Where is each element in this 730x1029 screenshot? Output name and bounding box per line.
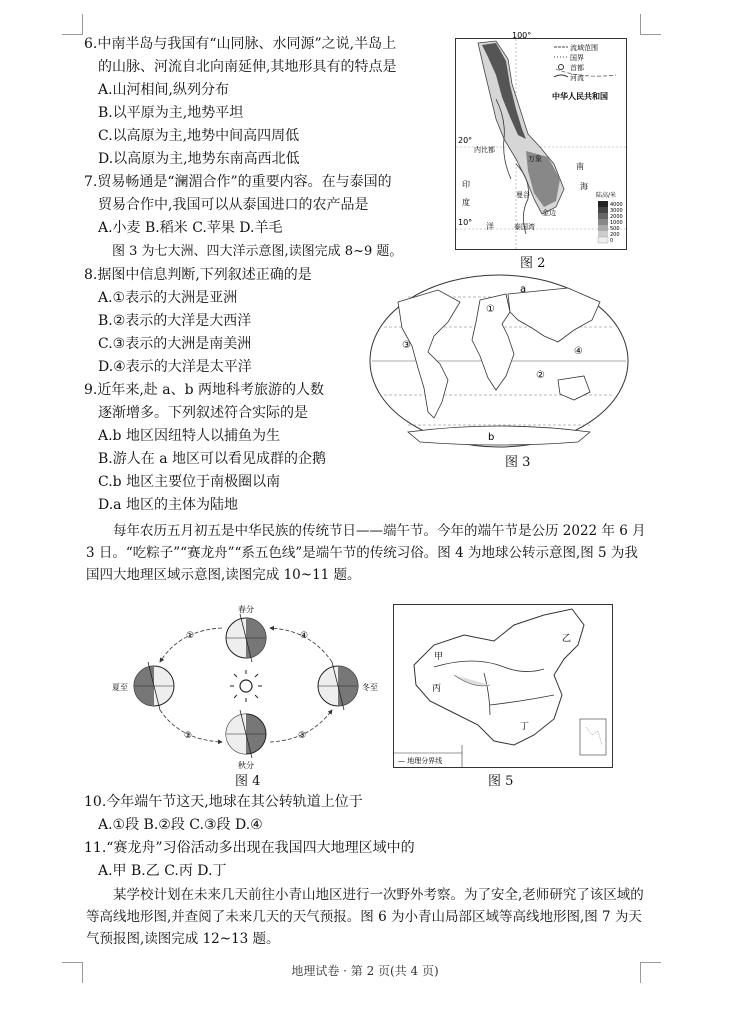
fig2-lat20-label: 20° [458,136,473,145]
q8-option-b: B.②表示的大洋是大西洋 [98,313,252,329]
fig4-segment-1: ① [186,631,195,641]
fig4-label-autumn: 秋分 [238,761,254,770]
q6-option-c: C.以高原为主,地势中间高四周低 [98,128,300,144]
q6-stem-line1: 6.中南半岛与我国有“山同脉、水同源”之说,半岛上 [84,36,397,52]
fig2-place-gulf: 泰国湾 [514,223,535,231]
fig2-legend-capital: 首都 [570,64,584,72]
crop-mark [62,14,83,35]
fig4-segment-4: ④ [300,631,309,641]
q11-stem: 11.“赛龙舟”习俗活动多出现在我国四大地理区域中的 [84,840,415,856]
fig3-label-b: b [488,432,495,443]
fig2-meridian-label: 100° [512,31,532,40]
fig4-label-spring: 春分 [238,605,254,614]
fig2-elev-3000: 3000 [610,208,623,214]
fig2-sea-char2: 海 [580,182,588,191]
figure-4-orbit [110,602,382,772]
fig3-label-1: ① [486,304,495,315]
fig2-elev-2000: 2000 [610,214,623,220]
figure-2-svg [456,31,626,249]
fig4-segment-3: ③ [298,731,307,741]
figure-5-caption: 图 5 [488,774,514,789]
fig3-label-a: a [520,284,527,295]
fig2-ocean-char3: 洋 [486,222,494,231]
fig3-label-3: ③ [402,340,411,351]
sun-icon [240,680,252,692]
fig4-label-summer: 夏至 [112,683,128,692]
figure-4-svg [110,602,382,772]
q10-stem: 10.今年端午节这天,地球在其公转轨道上位于 [84,794,363,810]
q6-option-a: A.山河相间,纵列分布 [98,82,230,98]
figure-5-map [393,604,613,768]
fig4-label-winter: 冬至 [362,683,378,692]
q8-option-c: C.③表示的大洲是南美洲 [98,336,252,352]
figure-3-map [368,272,630,450]
capital-icon [559,65,564,70]
q6-option-d: D.以高原为主,地势东南高西北低 [98,151,300,167]
fig2-elev-200: 200 [610,232,620,238]
figure-4-caption: 图 4 [235,774,261,789]
fig5-region-yi: 乙 [562,634,572,644]
q9-option-c: C.b 地区主要位于南极圈以南 [98,474,281,490]
fig3-label-4: ④ [574,346,583,357]
q7-stem-line2: 贸易合作中,我国可以从泰国进口的农产品是 [98,197,369,213]
fig2-elev-title: 陆高/米 [596,192,617,199]
fig4-segment-2: ② [184,731,193,741]
figure-2-map [455,31,627,250]
passage-q10-11: 每年农历五月初五是中华民族的传统节日——端午节。今年的端午节是公历 2022 年 6 月 3 日。“吃粽子”“赛龙舟”“系五色线”是端午节的传统习俗。图 4 为地球公转示意图,图 5 为我国四大地理区域示意图,读图完成 10~11 题。 [86,523,646,583]
q10-options: A.①段 B.②段 C.③段 D.④ [98,817,263,833]
q9-stem-line2: 逐渐增多。下列叙述符合实际的是 [98,405,308,421]
fig2-elev-1000: 1000 [610,220,623,226]
q7-stem-line1: 7.贸易畅通是“澜湄合作”的重要内容。在与泰国的 [84,174,392,190]
figure-5-svg [394,605,612,767]
fig5-region-ding: 丁 [520,722,530,732]
fig5-region-jia: 甲 [434,652,444,662]
fig3-label-2: ② [536,370,545,381]
q9-option-b: B.游人在 a 地区可以看见成群的企鹅 [98,451,326,467]
globe-spring [226,614,266,662]
fig2-legend-river: 河流 [570,74,584,82]
fig2-ocean-char2: 度 [462,198,470,207]
fig2-elev-4000: 4000 [610,202,623,208]
q9-option-a: A.b 地区因纽特人以捕鱼为生 [98,428,280,444]
fig2-elev-0: 0 [610,238,614,244]
fig2-place-phnompenh: 金边 [542,209,556,217]
crop-mark [640,14,661,35]
q9-option-d: D.a 地区的主体为陆地 [98,497,238,513]
fig2-place-vientiane: 万象 [528,155,542,163]
figure-3-svg [368,272,630,450]
q6-stem-line2: 的山脉、河流自北向南延伸,其地形具有的特点是 [98,59,397,75]
globe-summer [134,662,174,710]
fig5-legend: — 地理分界线 [398,757,443,765]
globe-winter [318,662,358,710]
intro-q8-9: 图 3 为七大洲、四大洋示意图,读图完成 8~9 题。 [112,244,403,259]
q8-stem: 8.据图中信息判断,下列叙述正确的是 [84,267,312,283]
q8-option-d: D.④表示的大洋是太平洋 [98,359,252,375]
q7-options: A.小麦 B.稻米 C.苹果 D.羊毛 [98,220,283,236]
fig2-ocean-char1: 印 [462,180,470,189]
passage-q12-13: 某学校计划在未来几天前往小青山地区进行一次野外考察。为了安全,老师研究了该区域的等高线地形图,并查阅了未来几天的天气预报。图 6 为小青山局部区域等高线地形图,图 7 为天气预报图,读图完成 12~13 题。 [86,887,644,947]
page-footer: 地理试卷 · 第 2 页(共 4 页) [291,964,439,978]
fig5-region-bing: 丙 [432,684,442,694]
figure-3-caption: 图 3 [505,455,531,470]
fig2-elev-500: 500 [610,226,620,232]
globe-autumn [226,710,266,758]
fig2-sea-char1: 南 [576,162,584,171]
figure-2-caption: 图 2 [520,256,546,271]
fig2-place-bangkok: 曼谷 [516,191,530,199]
q6-option-b: B.以平原为主,地势平坦 [98,105,244,121]
fig2-country-label: 中华人民共和国 [552,92,608,101]
q11-options: A.甲 B.乙 C.丙 D.丁 [98,863,227,879]
fig2-legend-border: 国界 [570,54,584,62]
q9-stem-line1: 9.近年来,赴 a、b 两地科考旅游的人数 [84,382,325,398]
q8-option-a: A.①表示的大洲是亚洲 [98,290,238,306]
fig2-lat10-label: 10° [458,218,473,227]
fig2-place-naypyidaw: 内比都 [474,146,495,154]
fig2-legend-basin: 流域范围 [570,44,598,52]
